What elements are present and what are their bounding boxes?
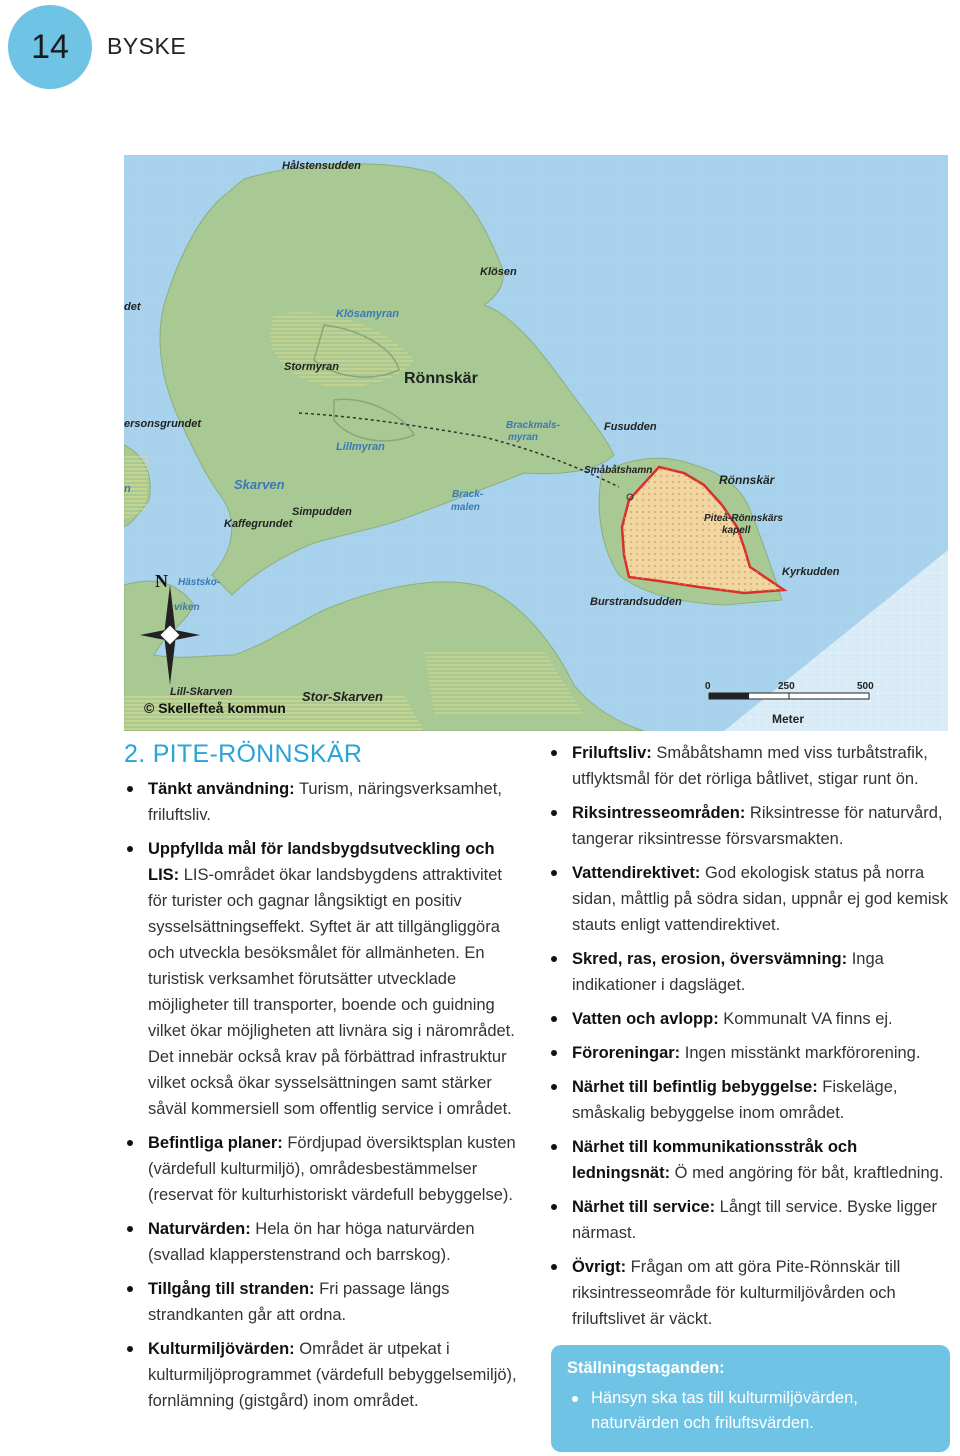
- map-label-fusudden: Fusudden: [604, 421, 657, 433]
- list-item: Vattendirektivet: God ekologisk status på norra sidan, måttlig på södra sidan, uppnår ej god kemisk stauts enligt vattendirektivet.: [548, 860, 950, 938]
- page-number-badge: [8, 5, 92, 89]
- list-item: Naturvärden: Hela ön har höga naturvärden (svallad klapperstenstrand och barrskog).: [124, 1216, 524, 1268]
- map-label-n-edge: n: [124, 483, 131, 495]
- map-label-hastskoviken-2: viken: [174, 602, 200, 613]
- list-item: Friluftsliv: Småbåtshamn med viss turbåtstrafik, utflyktsmål för det rörliga båtlivet, stigar runt ön.: [548, 740, 950, 792]
- list-item: Närhet till kommunikationsstråk och ledningsnät: Ö med angöring för båt, kraftledning.: [548, 1134, 950, 1186]
- map-copyright: © Skellefteå kommun: [144, 700, 286, 716]
- map-label-ersonsgrundet: ersonsgrundet: [124, 418, 202, 430]
- scale-unit: Meter: [772, 712, 805, 726]
- map-canvas: [124, 155, 948, 731]
- stance-item: Hänsyn ska tas till kulturmiljövärden, naturvärden och friluftsvärden.: [567, 1386, 934, 1436]
- list-item: Tänkt användning: Turism, näringsverksamhet, friluftsliv.: [124, 776, 524, 828]
- list-item: Föroreningar: Ingen misstänkt markförorening.: [548, 1040, 950, 1066]
- map-label-kyrkudden: Kyrkudden: [782, 566, 840, 578]
- map-label-hastskoviken-1: Hästsko-: [178, 577, 221, 588]
- list-item: Skred, ras, erosion, översvämning: Inga indikationer i dagsläget.: [548, 946, 950, 998]
- stance-title: Ställningstaganden:: [567, 1359, 725, 1377]
- map-label-simpudden: Simpudden: [292, 506, 352, 518]
- map-label-ronnskar-big: Rönnskär: [404, 370, 478, 387]
- map-label-stor-skarven: Stor-Skarven: [302, 689, 383, 704]
- section-title: 2. PITE-RÖNNSKÄR: [124, 740, 363, 768]
- map-label-lillmyran: Lillmyran: [336, 441, 385, 453]
- list-item: Vatten och avlopp: Kommunalt VA finns ej.: [548, 1006, 950, 1032]
- stance-list: [567, 1386, 934, 1436]
- map-label-brackmalsmyran-1: Brackmals-: [506, 420, 560, 431]
- map-label-brackmalen-1: Brack-: [452, 489, 484, 500]
- list-item: Tillgång till stranden: Fri passage längs strandkanten går att ordna.: [124, 1276, 524, 1328]
- list-item: Övrigt: Frågan om att göra Pite-Rönnskär till riksintresseområde för kulturmiljövården och friluftslivet är väckt.: [548, 1254, 950, 1332]
- map-label-halstensudden: Hålstensudden: [282, 160, 361, 172]
- page-number: 14: [31, 27, 69, 66]
- map-label-kapell-1: Piteå-Rönnskärs: [704, 513, 783, 524]
- map-label-ronnskar: Rönnskär: [719, 473, 775, 487]
- scale-tick-0: 0: [705, 681, 711, 692]
- map-label-burstrandsudden: Burstrandsudden: [590, 596, 682, 608]
- map-label-det: det: [124, 301, 141, 313]
- list-item: Närhet till befintlig bebyggelse: Fiskeläge, småskalig bebyggelse inom området.: [548, 1074, 950, 1126]
- map-label-lill-skarven: Lill-Skarven: [170, 686, 233, 698]
- map-figure: [124, 155, 948, 731]
- scale-tick-500: 500: [857, 681, 874, 692]
- map-label-brackmalen-2: malen: [451, 502, 480, 513]
- map-label-skarven: Skarven: [234, 477, 285, 492]
- list-item: Befintliga planer: Fördjupad översiktsplan kusten (värdefull kulturmiljö), områdesbestämmelser (reservat för kulturhistoriskt värdefull bebyggelse).: [124, 1130, 524, 1208]
- map-label-stormyran: Stormyran: [284, 361, 340, 373]
- map-label-klosen: Klösen: [480, 266, 517, 278]
- list-item: Uppfyllda mål för landsbygdsutveckling och LIS: LIS-området ökar landsbygdens attraktivitet för turister och gagnar långsiktigt en positiv sysselsättningseffekt. Syftet är att tillgängliggöra och utveckla besöksmålet för allmänheten. En turistisk verksamhet förutsätter utvecklade möjligheter till transporter, boende och guidning vilket ökar möjligheten att livnära sig i närområdet. Det innebär också krav på förbättrad infrastruktur vilket också ökar sysselsättningen samt stärker såväl kommersiell som offentlig service i området.: [124, 836, 524, 1122]
- list-item: Närhet till service: Långt till service. Byske ligger närmast.: [548, 1194, 950, 1246]
- stance-box: [551, 1345, 950, 1452]
- right-criteria-list: [548, 740, 950, 1340]
- chapter-title: BYSKE: [107, 33, 187, 59]
- map-label-brackmalsmyran-2: myran: [508, 432, 539, 443]
- map-label-smabatshamn: Småbåtshamn: [584, 465, 653, 476]
- map-label-kaffegrundet: Kaffegrundet: [224, 518, 293, 530]
- list-item: Kulturmiljövärden: Området är utpekat i kulturmiljöprogrammet (värdefull bebyggelsemiljö), fornlämning (gistgård) inom området.: [124, 1336, 524, 1414]
- map-label-klosamyran: Klösamyran: [336, 308, 399, 320]
- scale-bar: [709, 693, 869, 699]
- list-item: Riksintresseområden: Riksintresse för naturvård, tangerar riksintresse försvarsmakten.: [548, 800, 950, 852]
- map-label-kapell-2: kapell: [722, 525, 751, 536]
- left-criteria-list: [124, 776, 524, 1422]
- scale-tick-250: 250: [778, 681, 795, 692]
- compass-n-label: N: [155, 571, 168, 591]
